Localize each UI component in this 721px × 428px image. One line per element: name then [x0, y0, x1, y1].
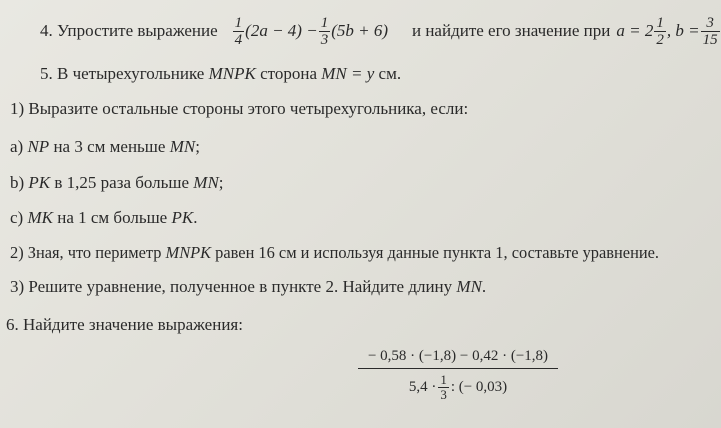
part2-line: 2) Зная, что периметр MNPK равен 16 см и используя данные пункта 1, составьте уравнение.	[10, 243, 659, 262]
task4-frac2: $\frac{1}{3}$	[320, 14, 329, 48]
part3-line: 3) Решите уравнение, полученное в пункте 2. Найдите длину MN.	[10, 277, 487, 296]
item-b: b) PK в 1,25 раза больше MN;	[10, 173, 224, 192]
task4-a-frac: $\frac{1}{2}$	[656, 14, 664, 48]
item-a: а) NP на 3 см меньше MN;	[10, 137, 200, 156]
quad-name: MNPK	[208, 64, 256, 83]
task6-den-frac: $\frac{1}{3}$	[440, 372, 447, 402]
task5-line: 5. В четырехугольнике MNPK сторона MN = y см.	[40, 64, 402, 83]
task4-b-label: , b =	[666, 21, 700, 40]
task4-expr1: (2a − 4) −	[245, 21, 318, 40]
item-c: с) MK на 1 см больше PK.	[10, 208, 198, 227]
task4-a-value: a = 2	[616, 21, 654, 40]
task6-numerator: − 0,58 · (−1,8) − 0,42 · (−1,8)	[367, 348, 549, 364]
task4-label: 4. Упростите выражение	[40, 21, 218, 40]
task6-label: 6. Найдите значение выражения:	[6, 315, 243, 334]
task4-find-text: и найдите его значение при	[411, 21, 611, 40]
part1-line: 1) Выразите остальные стороны этого четырехугольника, если:	[10, 99, 469, 118]
task6-expression	[358, 348, 558, 402]
task6-denominator: 5,4 · $\frac{1}{3}$ : (− 0,03)	[408, 372, 508, 402]
task4-b-frac: $\frac{3}{15}$	[702, 14, 718, 48]
mn-eq: MN = y	[321, 64, 375, 83]
task4-frac1: $\frac{1}{4}$	[234, 14, 243, 48]
task4-expr2: (5b + 6)	[331, 21, 388, 40]
task4-line	[40, 14, 721, 48]
